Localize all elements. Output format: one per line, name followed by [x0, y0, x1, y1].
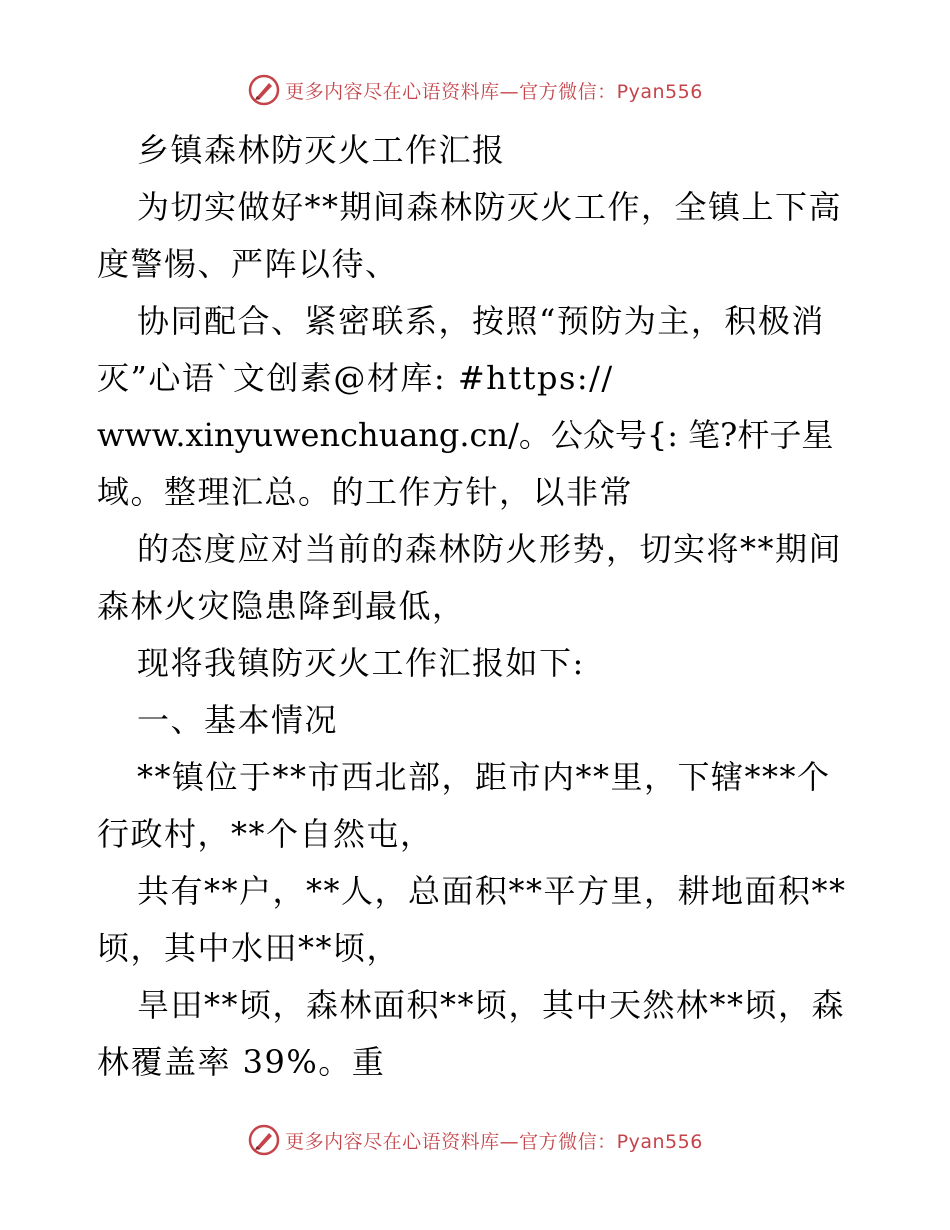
paragraph-line: 域。整理汇总。的工作方针，以非常 — [97, 473, 634, 511]
document-body — [97, 122, 857, 1091]
section-heading: 一、基本情况 — [137, 701, 339, 739]
paragraph-line: 共有**户，**人，总面积**平方里，耕地面积** — [137, 872, 847, 910]
watermark-text: 更多内容尽在心语资料库—官方微信：Pyan556 — [285, 1130, 703, 1153]
paragraph-line: 旱田**顷，森林面积**顷，其中天然林**顷，森 — [137, 986, 846, 1024]
paragraph-line: 灭”心语`文创素@材库: #https:// — [97, 359, 614, 397]
paragraph-line: 为切实做好**期间森林防灭火工作，全镇上下高 — [137, 188, 843, 226]
paragraph-line: www.xinyuwenchuang.cn/。公众号{: 笔?杆子星 — [97, 416, 834, 454]
paragraph-line: 度警惕、严阵以待、 — [97, 245, 399, 283]
doc-title: 乡镇森林防灭火工作汇报 — [137, 131, 506, 169]
paragraph-line: **镇位于**市西北部，距市内**里，下辖***个 — [137, 758, 831, 796]
footer-watermark — [0, 1120, 950, 1160]
paragraph-line: 林覆盖率 39%。重 — [97, 1043, 386, 1081]
paragraph-line: 协同配合、紧密联系，按照“预防为主，积极消 — [137, 302, 825, 340]
pen-logo-icon — [247, 73, 281, 107]
paragraph-line: 行政村，**个自然屯， — [97, 815, 434, 853]
paragraph-line: 顷，其中水田**顷， — [97, 929, 401, 967]
paragraph-line: 森林火灾隐患降到最低， — [97, 587, 466, 625]
watermark-text: 更多内容尽在心语资料库—官方微信：Pyan556 — [285, 80, 703, 103]
header-watermark — [0, 70, 950, 110]
paragraph-line: 的态度应对当前的森林防火形势，切实将**期间 — [137, 530, 843, 568]
pen-logo-icon — [247, 1123, 281, 1157]
paragraph-line: 现将我镇防灭火工作汇报如下: — [137, 644, 585, 682]
